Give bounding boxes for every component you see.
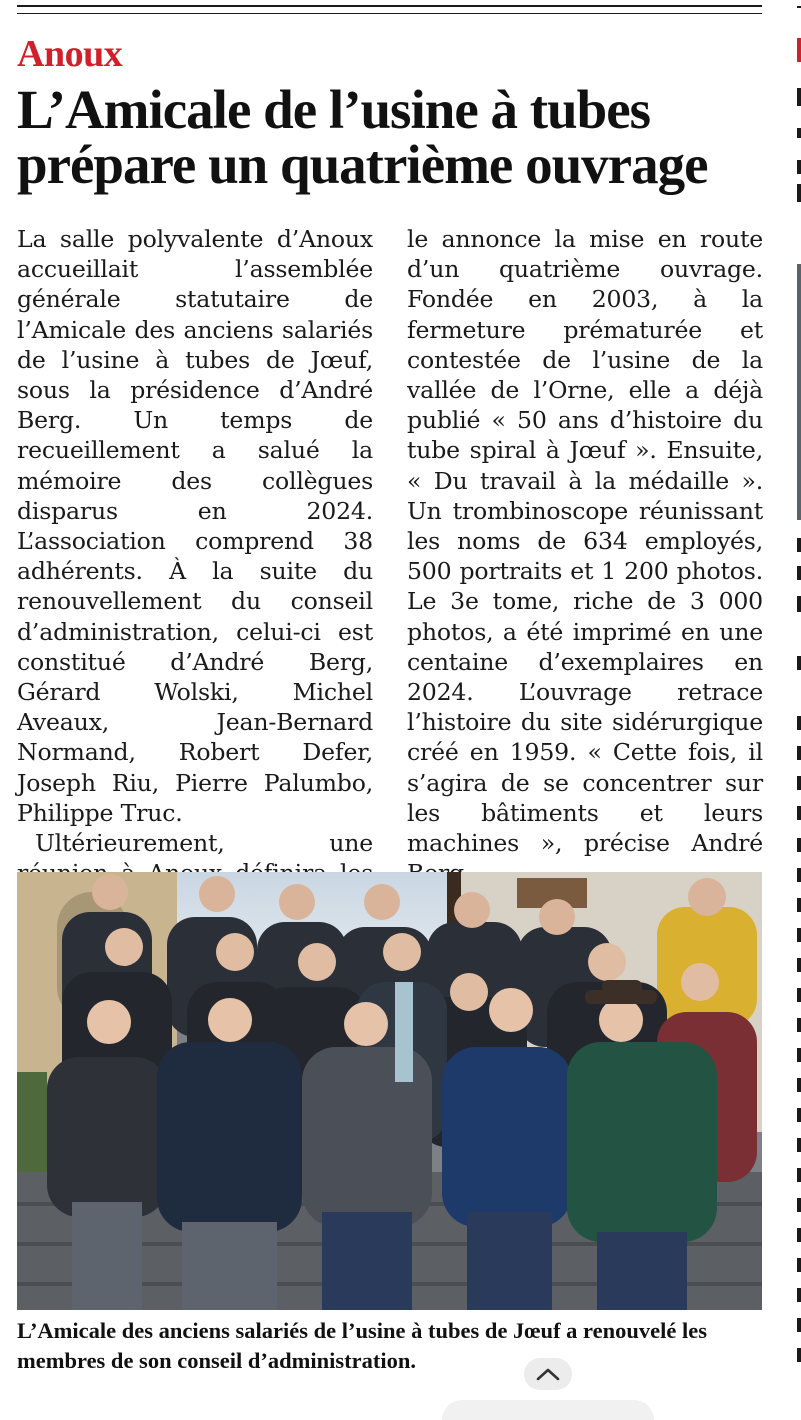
body-paragraph: le annonce la mise en route d’un quatrième ouvrage. Fondée en 2003, à la fermeture prématurée et contestée de l’usine de la vallée de l’Orne, elle a déjà publié « 50 ans d’histoire du tube spiral à Jœuf ». Ensuite, « Du travail à la médaille ». Un trombinoscope réunissant les noms de 634 employés, 500 portraits et 1 200 photos. Le 3e tome, riche de 3 000 photos, a été imprimé en une centaine d’exemplaires en 2024. L’ouvrage retrace l’histoire du site sidérurgique créé en 1959. « Cette fois, il s’agira de se concentrer sur les bâtiments et leurs machines », précise André [407, 225, 763, 858]
article-kicker: Anoux [17, 33, 123, 75]
body-paragraph: La salle polyvalente d’Anoux accueillait l’assemblée générale statutaire de l’Amicale des anciens salariés de l’usine à tubes de Jœuf, sous la présidence d’André Berg. Un temps de recueillement a salué la mémoire des collègues disparus en 2024. L’association comprend 38 adhérents. À la suite du renouvellement du conseil d’administration, celui-ci est constitué d’André Berg, Gérard Wolski, Michel Aveaux, Jean-Bernard Normand, Robert Defer, Joseph Riu, Pierre Palumbo, Philippe Truc. [17, 225, 373, 827]
chevron-up-icon [535, 1366, 561, 1382]
group-photo-illustration [17, 872, 762, 1310]
article-column-left [17, 224, 373, 949]
top-rule [17, 5, 762, 7]
bottom-toolbar[interactable] [442, 1400, 654, 1420]
photo-caption: L’Amicale des anciens salariés de l’usine à tubes de Jœuf a renouvelé les membres de son conseil d’administration. [17, 1318, 707, 1373]
top-rule-thin [17, 13, 762, 14]
scroll-up-button[interactable] [524, 1358, 572, 1390]
body-paragraph: Ultérieurement, une [35, 829, 373, 858]
next-column-edge [797, 0, 801, 1420]
article-photo [17, 872, 762, 1310]
article-column-right [407, 224, 763, 949]
article-headline: L’Amicale de l’usine à tubes prépare un quatrième ouvrage [17, 79, 708, 195]
